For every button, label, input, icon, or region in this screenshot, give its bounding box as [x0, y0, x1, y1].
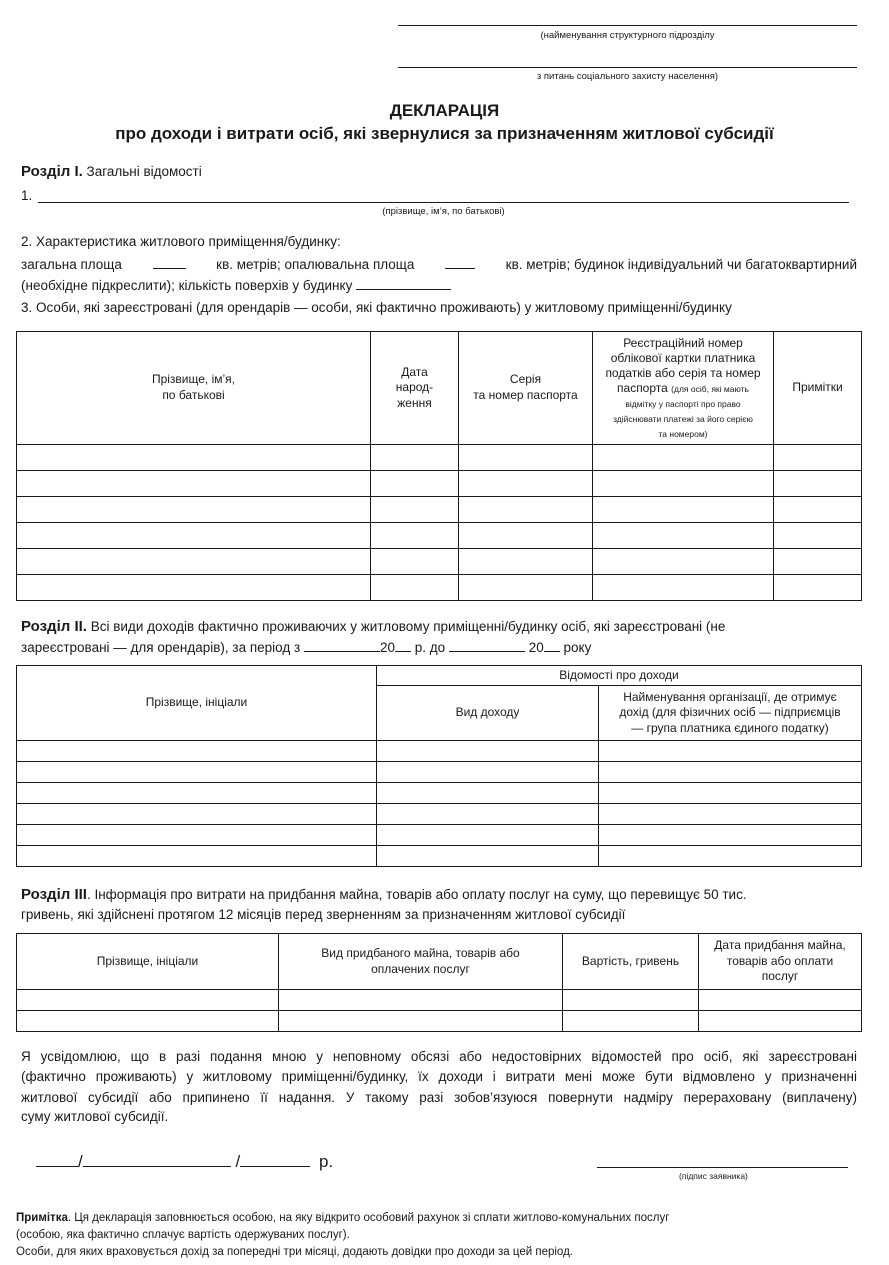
signature-caption: (підпис заявника): [679, 1171, 748, 1181]
floors-field[interactable]: [356, 278, 451, 290]
table-row[interactable]: [17, 471, 862, 497]
signature-line[interactable]: [597, 1167, 848, 1168]
income-table: [16, 665, 862, 867]
item3-heading: 3. Особи, які зареєстровані (для орендарів — особи, які фактично проживають) у житловому приміщенні/будинку: [21, 300, 732, 315]
date-day-field[interactable]: [36, 1150, 78, 1167]
table-header-row: [17, 332, 862, 445]
section1-heading-label: Розділ I.: [21, 163, 83, 180]
document-subtitle: про доходи і витрати осіб, які звернулися за призначенням житлової субсидії: [115, 124, 774, 143]
col-income-group: Відомості про доходи: [377, 666, 862, 686]
section2-text: Всі види доходів фактично проживаючих у житловому приміщенні/будинку осіб, які зареєстровані (не: [90, 619, 726, 634]
table-row[interactable]: [17, 445, 862, 471]
item2-line1: [21, 257, 857, 272]
col-notes: Примітки: [774, 332, 862, 445]
section3-heading: Розділ III: [21, 886, 87, 903]
period-from-field[interactable]: [304, 640, 380, 652]
section2-text-line2: зареєстровані — для орендарів), за період з 20 р. до 20 року: [21, 640, 592, 655]
col-cost: Вартість, гривень: [563, 934, 699, 990]
col-purchase-type: Вид придбаного майна, товарів або оплачених послуг: [279, 934, 563, 990]
note-line3: Особи, для яких враховується дохід за попередні три місяці, додають довідки про доходи за цей період.: [16, 1246, 573, 1258]
section2-text-line1: [21, 618, 725, 635]
section2-heading: Розділ II.: [21, 618, 87, 635]
department-name-line[interactable]: [398, 25, 857, 26]
department-name-caption-2: з питань соціального захисту населення): [536, 71, 719, 82]
total-area-field[interactable]: [153, 257, 186, 269]
declaration-line4: суму житлової субсидії.: [21, 1109, 169, 1124]
col-passport: Серія та номер паспорта: [459, 332, 593, 445]
table-row[interactable]: [17, 523, 862, 549]
note-line2: (особою, яка фактично сплачує вартість одержуваних послуг).: [16, 1229, 350, 1241]
section3-text-line1: [21, 886, 747, 903]
table-row[interactable]: [17, 1011, 862, 1032]
table-header-row: [17, 934, 862, 990]
section1-heading: [21, 163, 202, 180]
period-from-year-field[interactable]: [395, 640, 411, 652]
col-purchase-date: Дата придбання майна, товарів або оплати послуг: [699, 934, 862, 990]
table-row[interactable]: [17, 783, 862, 804]
item1-number: 1.: [21, 188, 33, 203]
table-row[interactable]: [17, 846, 862, 867]
full-name-line[interactable]: [38, 202, 849, 203]
section3-text-line2: гривень, які здійснені протягом 12 місяців перед зверненням за призначенням житлової субсидії: [21, 907, 626, 922]
document-title: ДЕКЛАРАЦІЯ: [389, 101, 500, 120]
declaration-line2: (фактично проживають) у житловому приміщенні/будинку, їх доходи і витрати мені може бути відмовлено у призначенні: [21, 1069, 857, 1084]
section3-text: . Інформація про витрати на придбання майна, товарів або оплату послуг на суму, що перевищує 50 тис.: [86, 887, 747, 902]
col-income-type: Вид доходу: [377, 686, 599, 741]
table-row[interactable]: [17, 804, 862, 825]
heated-area-label: кв. метрів; опалювальна площа: [216, 257, 415, 272]
table-row[interactable]: [17, 741, 862, 762]
declaration-line3: житлової субсидії або припинено її надання. У такому разі зобов’язуюся повернути надміру перераховану (виплачену): [21, 1090, 857, 1105]
col-organization: Найменування організації, де отримує дохід (для фізичних осіб — підприємців — група платника єдиного податку): [599, 686, 862, 741]
table-row[interactable]: [17, 825, 862, 846]
department-name-line-2[interactable]: [398, 67, 857, 68]
note-label: Примітка: [16, 1212, 68, 1224]
col-name-initials: Прізвище, ініціали: [17, 934, 279, 990]
date-month-field[interactable]: [83, 1150, 231, 1167]
note-line1: Примітка. Ця декларація заповнюється особою, на яку відкрито особовий рахунок зі сплати житлово-комунальних послуг: [16, 1212, 670, 1224]
house-type-label: кв. метрів; будинок індивідуальний чи багатоквартирний: [505, 257, 857, 272]
table-row[interactable]: [17, 549, 862, 575]
period-to-field[interactable]: [449, 640, 525, 652]
registered-persons-table: [16, 331, 862, 601]
table-row[interactable]: [17, 497, 862, 523]
col-birth-date: Дата народ- ження: [371, 332, 459, 445]
col-full-name: Прізвище, ім’я, по батькові: [17, 332, 371, 445]
total-area-label: загальна площа: [21, 257, 122, 272]
col-name-initials: Прізвище, ініціали: [17, 666, 377, 741]
period-to-year-field[interactable]: [544, 640, 560, 652]
table-header-row: [17, 666, 862, 686]
col-tax-number: Реєстраційний номер облікової картки платника податків або серія та номер паспорта (для осіб, які мають відмітку у паспорті про право здійснювати платежі за його серією та номером): [593, 332, 774, 445]
item2-heading: 2. Характеристика житлового приміщення/будинку:: [21, 234, 341, 249]
department-name-caption: (найменування структурного підрозділу: [540, 30, 715, 41]
full-name-caption: (прізвище, ім’я, по батькові): [382, 206, 505, 217]
declaration-line1: Я усвідомлюю, що в разі подання мною у неповному обсязі або недостовірних відомостей про осіб, які зареєстровані: [21, 1049, 857, 1064]
table-row[interactable]: [17, 575, 862, 601]
floors-label: (необхідне підкреслити); кількість поверхів у будинку: [21, 278, 353, 293]
item2-line2: [21, 278, 451, 293]
section1-heading-text: Загальні відомості: [86, 164, 202, 179]
expenses-table: [16, 933, 862, 1032]
heated-area-field[interactable]: [445, 257, 475, 269]
table-row[interactable]: [17, 990, 862, 1011]
table-row[interactable]: [17, 762, 862, 783]
date-field: / / р.: [36, 1150, 333, 1172]
date-year-field[interactable]: [240, 1150, 310, 1167]
